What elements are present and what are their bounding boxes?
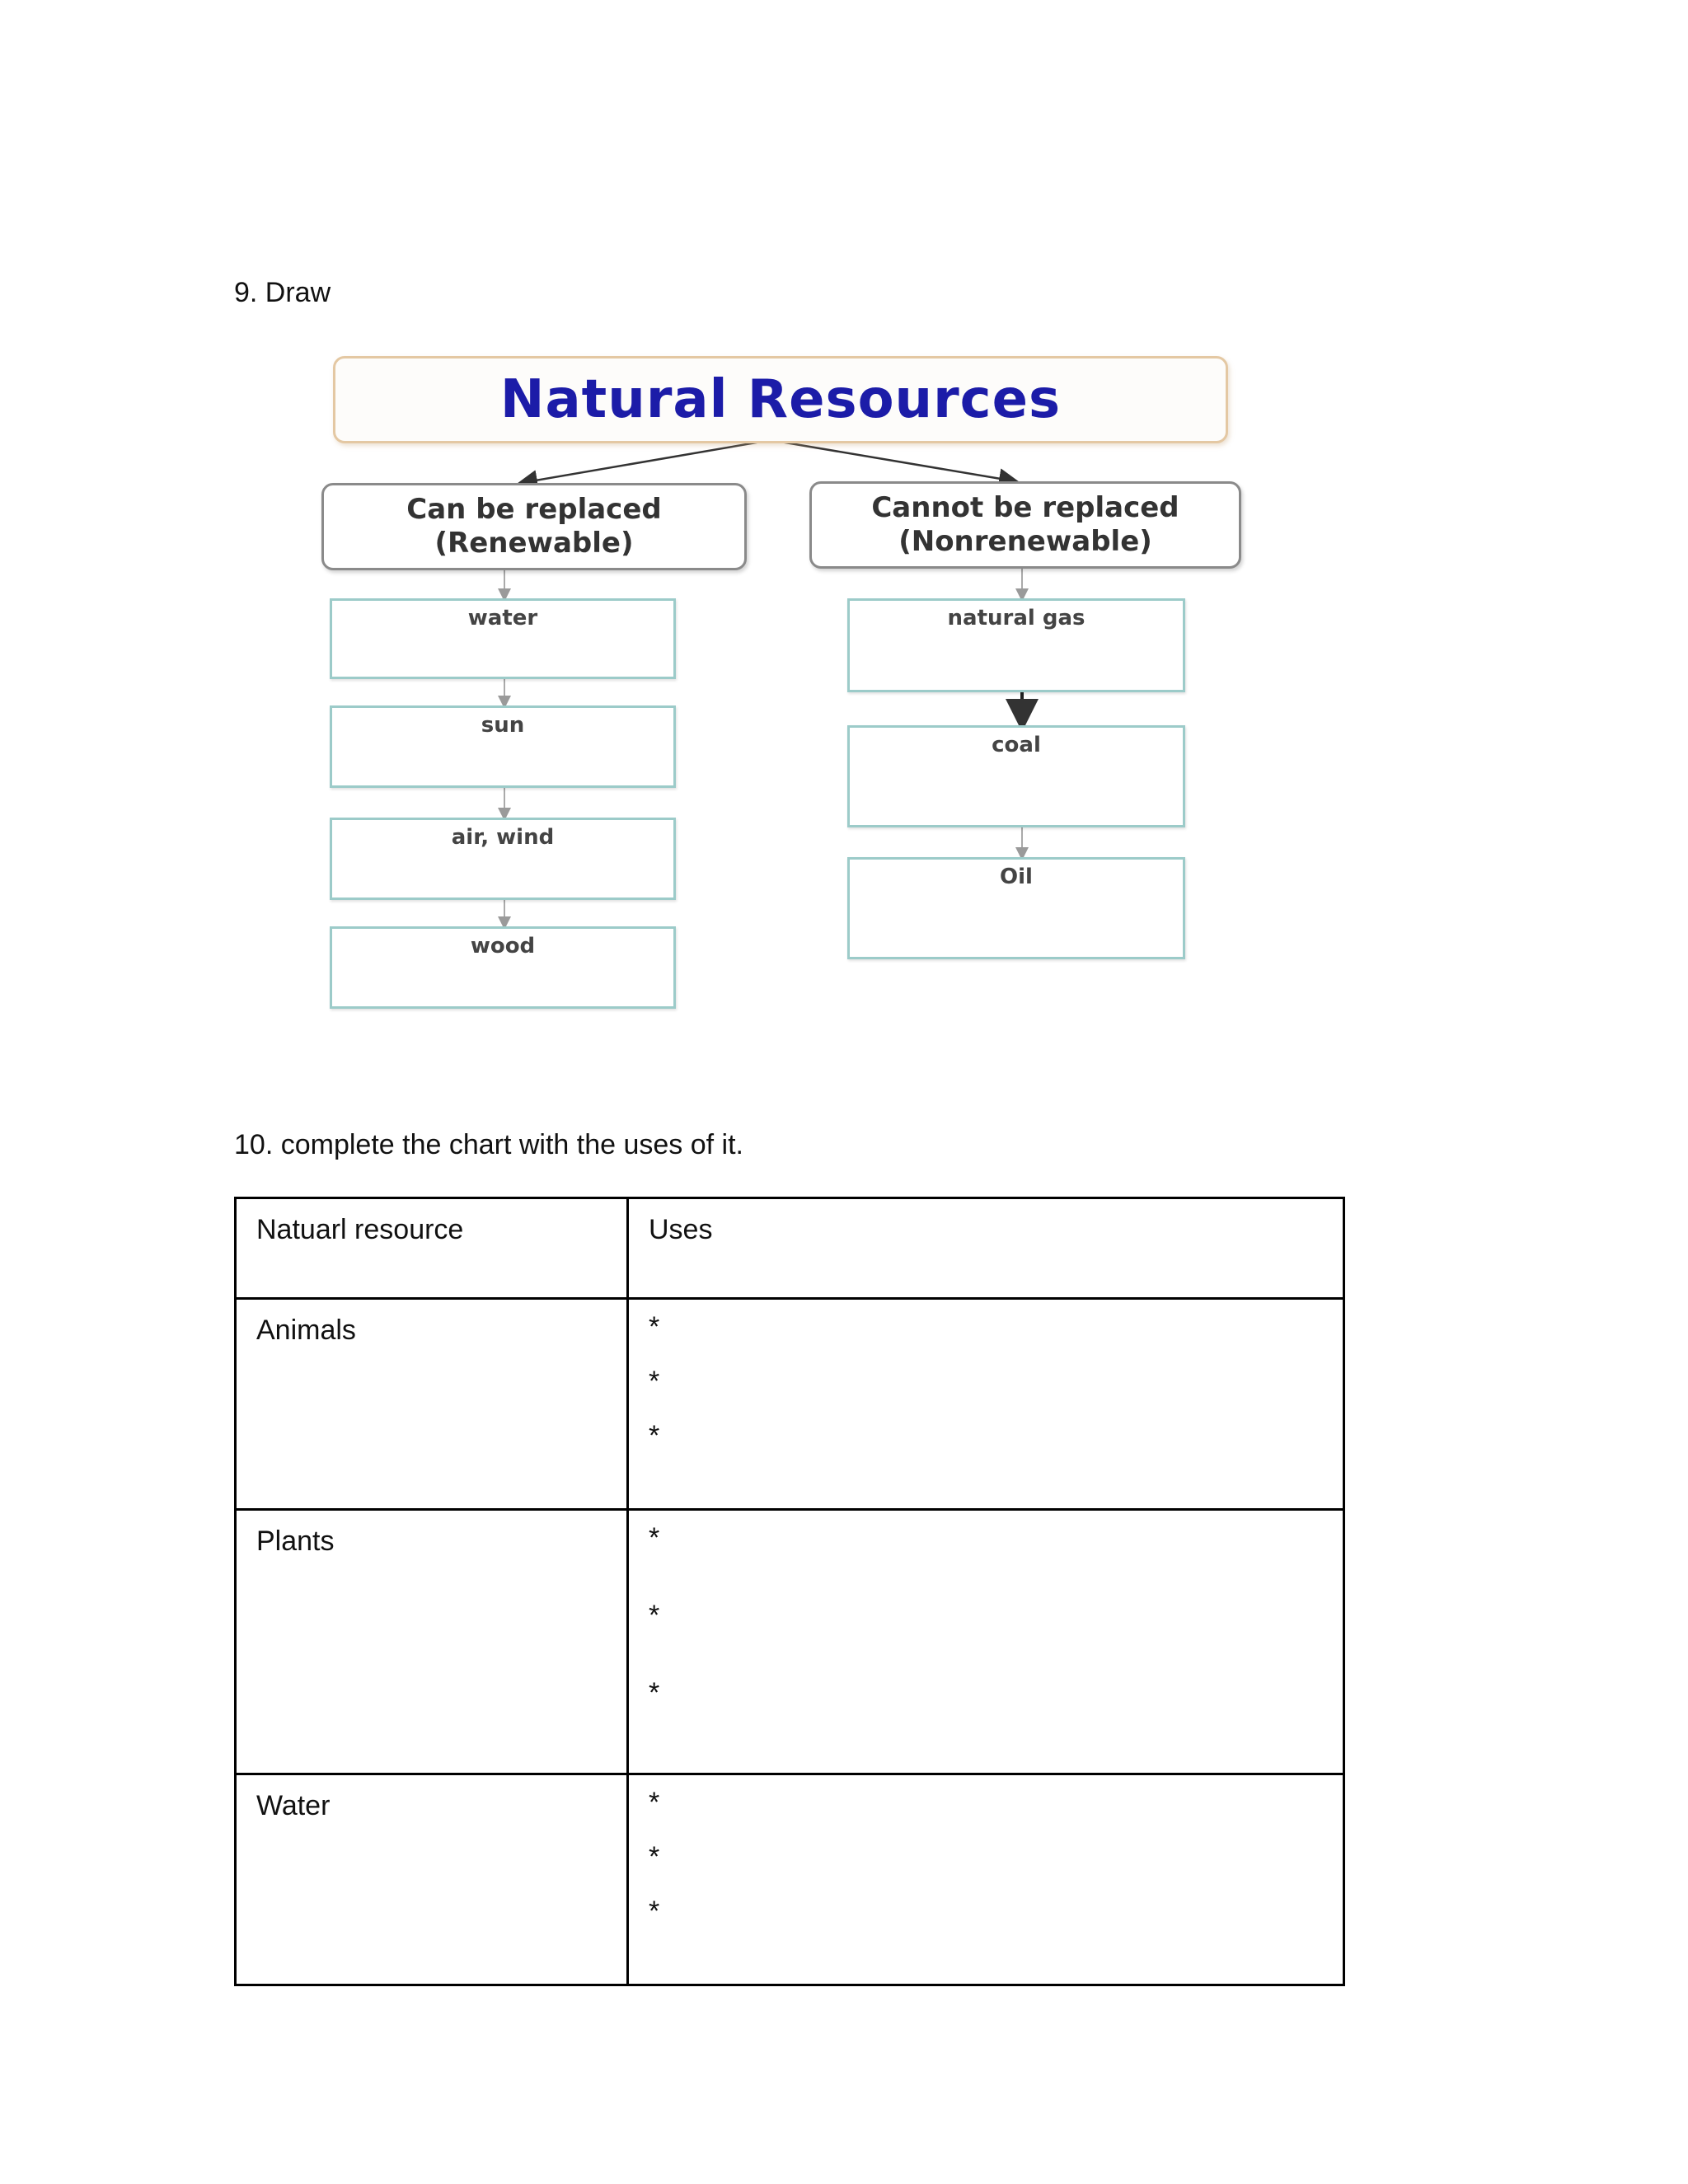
use-bullet: * — [649, 1896, 660, 1927]
use-bullet: * — [649, 1522, 660, 1554]
use-bullet: * — [649, 1677, 660, 1708]
table-row — [236, 1299, 1344, 1510]
use-bullet: * — [649, 1841, 660, 1872]
row-uses-plants — [628, 1510, 1344, 1774]
resource-box-water: water — [330, 598, 676, 679]
natural-resources-diagram — [297, 346, 1245, 1038]
row-uses-animals — [628, 1299, 1344, 1510]
diagram-title: Natural Resources — [333, 356, 1228, 443]
question-10-label: 10. complete the chart with the uses of it. — [234, 1129, 743, 1160]
resource-box-natural-gas: natural gas — [847, 598, 1185, 692]
table-row — [236, 1510, 1344, 1774]
renewable-line2: (Renewable) — [434, 527, 634, 560]
row-resource-plants: Plants — [236, 1510, 628, 1774]
use-bullet: * — [649, 1420, 660, 1451]
nonrenewable-line1: Cannot be replaced — [871, 491, 1179, 525]
nonrenewable-line2: (Nonrenewable) — [898, 525, 1152, 558]
renewable-line1: Can be replaced — [406, 493, 662, 527]
header-uses: Uses — [628, 1198, 1344, 1299]
use-bullet: * — [649, 1787, 660, 1818]
uses-table — [234, 1197, 1345, 1986]
row-resource-water: Water — [236, 1774, 628, 1985]
header-resource: Natuarl resource — [236, 1198, 628, 1299]
resource-box-sun: sun — [330, 705, 676, 788]
resource-box-air-wind: air, wind — [330, 818, 676, 900]
arrow-to-renewable — [521, 440, 771, 483]
table-header-row — [236, 1198, 1344, 1299]
use-bullet: * — [649, 1366, 660, 1397]
renewable-category — [321, 483, 747, 570]
resource-box-wood: wood — [330, 926, 676, 1009]
row-uses-water — [628, 1774, 1344, 1985]
nonrenewable-category — [809, 481, 1241, 569]
question-9-label: 9. Draw — [234, 277, 331, 308]
resource-box-oil: Oil — [847, 857, 1185, 959]
row-resource-animals: Animals — [236, 1299, 628, 1510]
arrow-to-nonrenewable — [771, 440, 1015, 481]
use-bullet: * — [649, 1311, 660, 1343]
table-row — [236, 1774, 1344, 1985]
use-bullet: * — [649, 1600, 660, 1631]
resource-box-coal: coal — [847, 725, 1185, 827]
